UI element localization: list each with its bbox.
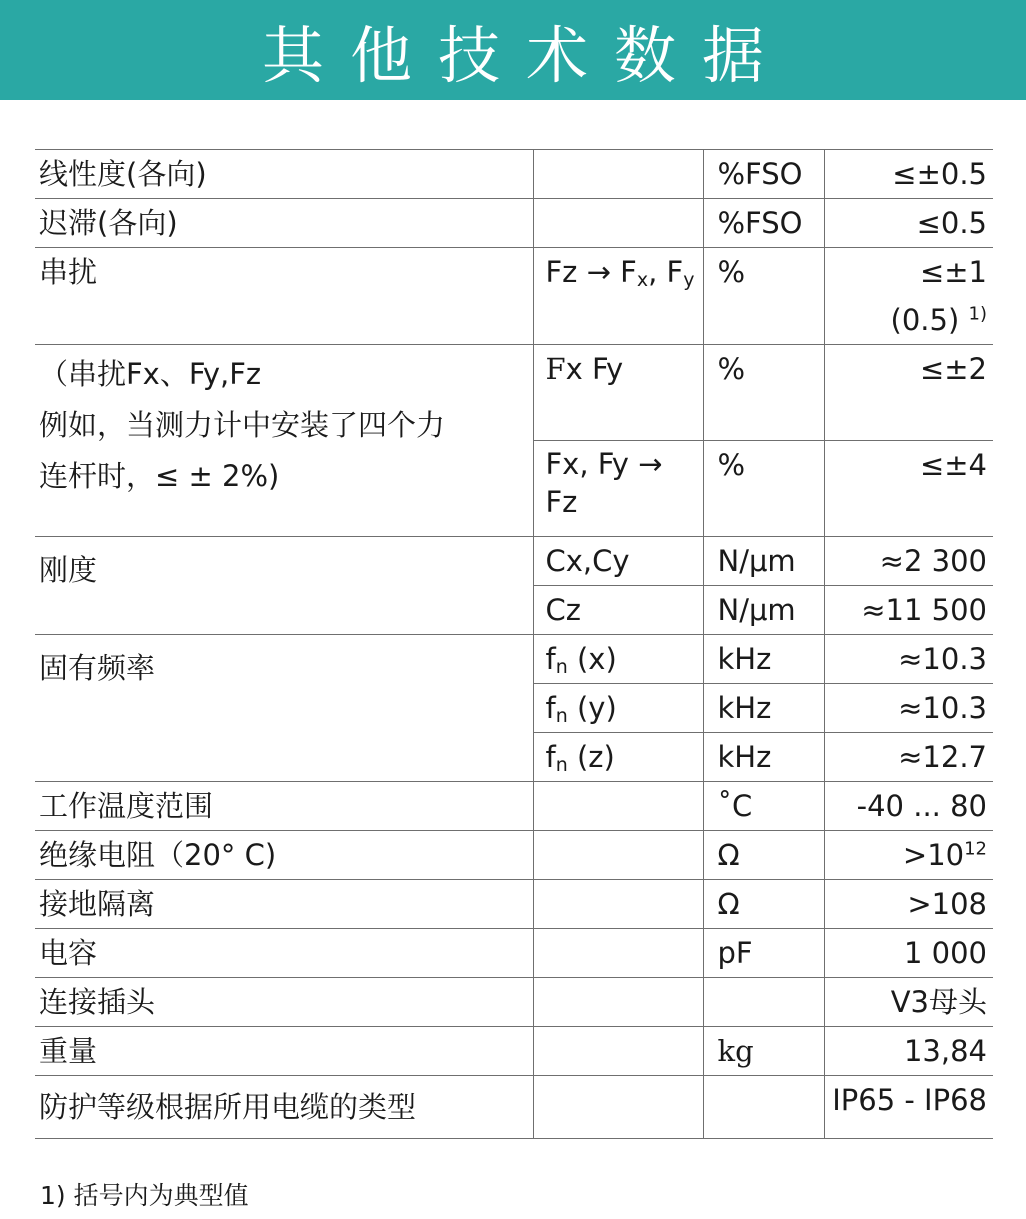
table-row [35, 1076, 993, 1139]
value-stiffness-cz: ≈11 500 [824, 586, 993, 635]
unit-hysteresis: %FSO [703, 199, 824, 248]
sub-crosstalk: Fz → Fx, Fy [533, 248, 703, 345]
unit-crosstalk-fx-fy: % [703, 345, 824, 441]
table-row [35, 248, 993, 345]
unit-freq-x: kHz [703, 635, 824, 684]
param-stiffness: 刚度 [35, 537, 533, 635]
page-title: 其他技术数据 [261, 18, 790, 92]
value-crosstalk-fxfy-fz: ≤±4 [824, 441, 993, 537]
unit-freq-y: kHz [703, 684, 824, 733]
param-protection: 防护等级根据所用电缆的类型 [35, 1076, 533, 1139]
value-linearity: ≤±0.5 [824, 150, 993, 199]
param-insulation: 绝缘电阻（20° C) [35, 831, 533, 880]
value-crosstalk: ≤±1 (0.5) $^{1)}$ [824, 248, 993, 345]
param-linearity: 线性度(各向) [35, 150, 533, 199]
sub-freq-x: fn (x) [533, 635, 703, 684]
table-row [35, 880, 993, 929]
unit-connector [703, 978, 824, 1027]
value-hysteresis: ≤0.5 [824, 199, 993, 248]
param-capacitance: 电容 [35, 929, 533, 978]
spec-table [35, 149, 993, 1139]
table-row [35, 150, 993, 199]
value-insulation: $>10^{12}$ [824, 831, 993, 880]
param-weight: 重量 [35, 1027, 533, 1076]
sub-stiffness-cxcy: Cx,Cy [533, 537, 703, 586]
table-row [35, 635, 993, 684]
table-row [35, 978, 993, 1027]
unit-capacitance: pF [703, 929, 824, 978]
unit-linearity: %FSO [703, 150, 824, 199]
sub-freq-z: fn (z) [533, 733, 703, 782]
table-row [35, 537, 993, 586]
value-stiffness-cxcy: ≈2 300 [824, 537, 993, 586]
sub-stiffness-cz: Cz [533, 586, 703, 635]
value-temp-range: -40 ... 80 [824, 782, 993, 831]
unit-insulation: Ω [703, 831, 824, 880]
footnote: 1) 括号内为典型值 [40, 1181, 249, 1210]
param-crosstalk-example: （串扰Fx、Fy,Fz 例如，当测力计中安装了四个力 连杆时，≤ ± 2%) [35, 345, 533, 537]
value-ground-isolation: >108 [824, 880, 993, 929]
unit-crosstalk-fxfy-fz: % [703, 441, 824, 537]
param-natural-frequency: 固有频率 [35, 635, 533, 782]
param-crosstalk: 串扰 [35, 248, 533, 345]
table-row [35, 782, 993, 831]
unit-crosstalk: % [703, 248, 824, 345]
table-row [35, 1027, 993, 1076]
table-row [35, 929, 993, 978]
unit-freq-z: kHz [703, 733, 824, 782]
sub-crosstalk-fx-fy: Fx Fy [533, 345, 703, 441]
value-freq-x: ≈10.3 [824, 635, 993, 684]
param-connector: 连接插头 [35, 978, 533, 1027]
sub-crosstalk-fxfy-fz: Fx, Fy → Fz [533, 441, 703, 537]
unit-stiffness-cz: N/μm [703, 586, 824, 635]
unit-weight: kg [703, 1027, 824, 1076]
value-freq-z: ≈12.7 [824, 733, 993, 782]
param-temp-range: 工作温度范围 [35, 782, 533, 831]
table-row [35, 199, 993, 248]
header-banner [0, 0, 1026, 100]
unit-temp-range: ˚C [703, 782, 824, 831]
param-hysteresis: 迟滞(各向) [35, 199, 533, 248]
value-freq-y: ≈10.3 [824, 684, 993, 733]
value-capacitance: 1 000 [824, 929, 993, 978]
value-crosstalk-fx-fy: ≤±2 [824, 345, 993, 441]
value-weight: 13,84 [824, 1027, 993, 1076]
unit-ground-isolation: Ω [703, 880, 824, 929]
table-row [35, 345, 993, 441]
unit-stiffness-cxcy: N/μm [703, 537, 824, 586]
param-ground-isolation: 接地隔离 [35, 880, 533, 929]
value-connector: V3母头 [824, 978, 993, 1027]
sub-freq-y: fn (y) [533, 684, 703, 733]
unit-protection [703, 1076, 824, 1139]
value-protection: IP65 - IP68 [824, 1076, 993, 1139]
table-row [35, 831, 993, 880]
